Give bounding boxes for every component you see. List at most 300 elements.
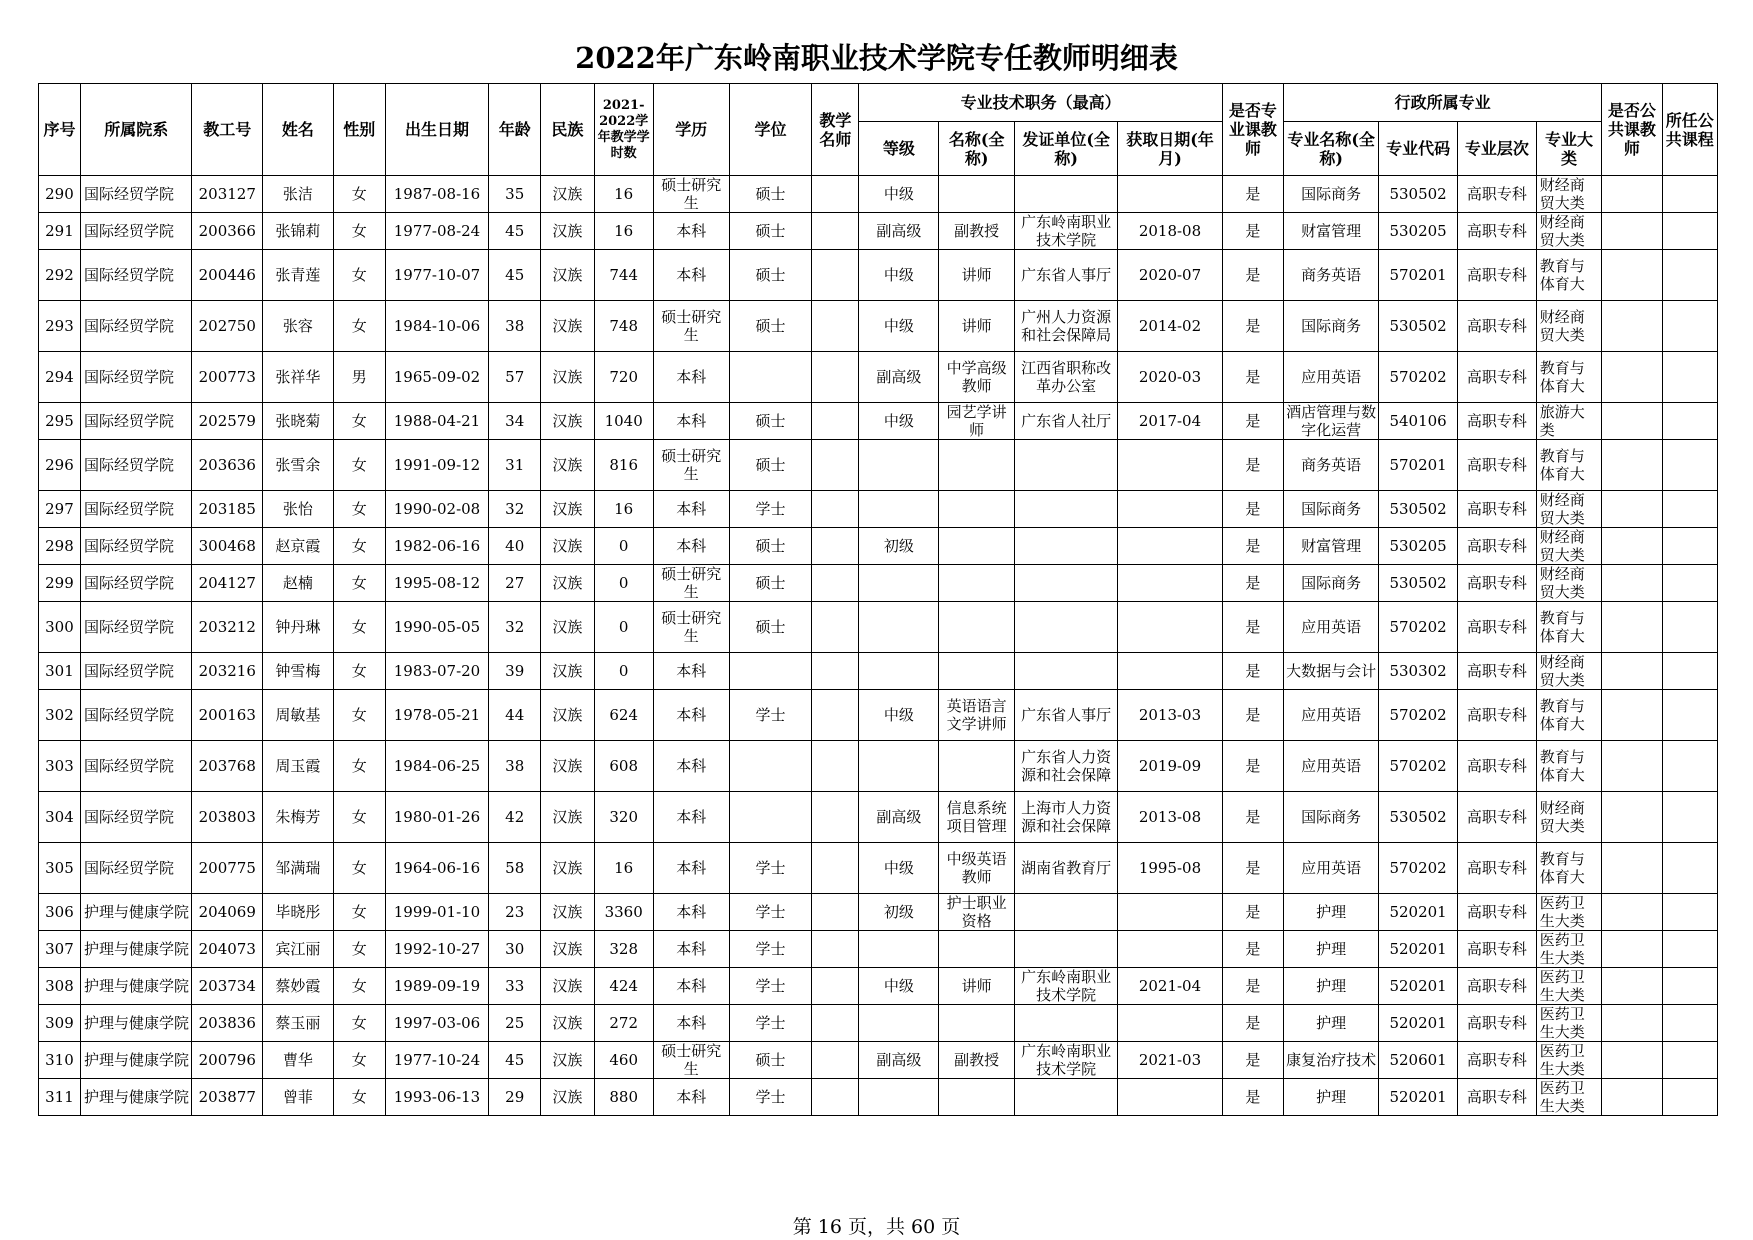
cell-education-text: 本科 xyxy=(676,706,707,724)
cell-dept xyxy=(80,690,192,741)
cell-gender: 男 xyxy=(333,352,385,403)
cell-title-name-text: 讲师 xyxy=(961,977,992,995)
cell-education xyxy=(653,1042,729,1079)
cell-is-major-teacher: 是 xyxy=(1222,792,1283,843)
cell-hours: 424 xyxy=(594,968,653,1005)
cell-education xyxy=(653,403,729,440)
cell-dept-text: 国际经贸学院 xyxy=(83,662,174,680)
cell-public-course xyxy=(1662,528,1717,565)
cell-major-name-text: 大数据与会计 xyxy=(1286,662,1377,680)
cell-issuer xyxy=(1014,690,1117,741)
cell-major-name xyxy=(1284,301,1379,352)
cell-major-code: 530205 xyxy=(1379,528,1458,565)
cell-seq: 302 xyxy=(39,690,81,741)
cell-major-level: 高职专科 xyxy=(1457,843,1536,894)
cell-birth: 1989-09-19 xyxy=(385,968,488,1005)
cell-education xyxy=(653,792,729,843)
cell-hours: 0 xyxy=(594,602,653,653)
cell-dept xyxy=(80,491,192,528)
cell-education xyxy=(653,491,729,528)
cell-is-major-teacher: 是 xyxy=(1222,565,1283,602)
cell-age: 38 xyxy=(489,741,541,792)
col-is-major-teacher: 是否专业课教师 xyxy=(1222,84,1283,176)
cell-gender: 女 xyxy=(333,250,385,301)
cell-name: 朱梅芳 xyxy=(263,792,334,843)
cell-education-text: 本科 xyxy=(676,222,707,240)
cell-name: 周敏基 xyxy=(263,690,334,741)
cell-seq: 301 xyxy=(39,653,81,690)
cell-major-name xyxy=(1284,176,1379,213)
cell-title-name xyxy=(939,1005,1015,1042)
cell-birth: 1983-07-20 xyxy=(385,653,488,690)
cell-gender: 女 xyxy=(333,741,385,792)
cell-public-course xyxy=(1662,440,1717,491)
cell-major-category-text: 教育与体育大 xyxy=(1539,359,1585,395)
cell-staff-id: 200796 xyxy=(192,1042,263,1079)
cell-gender: 女 xyxy=(333,565,385,602)
cell-dept xyxy=(80,440,192,491)
cell-issuer-text: 广州人力资源和社会保障局 xyxy=(1021,308,1112,344)
cell-ethnicity: 汉族 xyxy=(541,894,594,931)
cell-issuer xyxy=(1014,1042,1117,1079)
cell-hours: 3360 xyxy=(594,894,653,931)
cell-ethnicity: 汉族 xyxy=(541,1079,594,1116)
cell-issuer xyxy=(1014,491,1117,528)
cell-ethnicity: 汉族 xyxy=(541,602,594,653)
cell-seq: 311 xyxy=(39,1079,81,1116)
cell-title-name xyxy=(939,528,1015,565)
cell-major-level: 高职专科 xyxy=(1457,528,1536,565)
cell-hours: 0 xyxy=(594,653,653,690)
cell-famous-teacher xyxy=(812,440,859,491)
table-row xyxy=(39,792,1718,843)
cell-famous-teacher xyxy=(812,968,859,1005)
cell-famous-teacher xyxy=(812,792,859,843)
cell-issuer xyxy=(1014,301,1117,352)
cell-is-major-teacher: 是 xyxy=(1222,352,1283,403)
cell-major-category-text: 教育与体育大 xyxy=(1539,697,1585,733)
cell-issuer-text: 广东省人事厅 xyxy=(1021,266,1112,284)
table-row xyxy=(39,602,1718,653)
cell-major-category xyxy=(1536,653,1601,690)
cell-birth: 1997-03-06 xyxy=(385,1005,488,1042)
cell-staff-id: 200775 xyxy=(192,843,263,894)
cell-ethnicity: 汉族 xyxy=(541,491,594,528)
cell-seq: 303 xyxy=(39,741,81,792)
cell-major-level: 高职专科 xyxy=(1457,213,1536,250)
cell-education xyxy=(653,690,729,741)
cell-ethnicity: 汉族 xyxy=(541,301,594,352)
cell-is-public-teacher xyxy=(1602,792,1662,843)
cell-dept xyxy=(80,968,192,1005)
cell-major-category-text: 医药卫生大类 xyxy=(1539,1079,1585,1115)
cell-dept-text: 国际经贸学院 xyxy=(83,859,174,877)
cell-major-name-text: 酒店管理与数字化运营 xyxy=(1286,403,1377,439)
cell-major-name xyxy=(1284,250,1379,301)
cell-issuer xyxy=(1014,565,1117,602)
cell-age: 29 xyxy=(489,1079,541,1116)
cell-degree xyxy=(729,352,812,403)
cell-issuer xyxy=(1014,352,1117,403)
cell-is-public-teacher xyxy=(1602,250,1662,301)
cell-major-name-text: 护理 xyxy=(1316,1014,1347,1032)
cell-major-level: 高职专科 xyxy=(1457,690,1536,741)
cell-staff-id: 202750 xyxy=(192,301,263,352)
cell-public-course xyxy=(1662,213,1717,250)
cell-title-name xyxy=(939,792,1015,843)
cell-major-name-text: 应用英语 xyxy=(1301,618,1362,636)
cell-is-public-teacher xyxy=(1602,1042,1662,1079)
cell-hours: 624 xyxy=(594,690,653,741)
cell-age: 44 xyxy=(489,690,541,741)
cell-gender: 女 xyxy=(333,1005,385,1042)
cell-education xyxy=(653,931,729,968)
cell-staff-id: 203185 xyxy=(192,491,263,528)
cell-major-category-text: 财经商贸大类 xyxy=(1539,213,1585,249)
table-row xyxy=(39,528,1718,565)
cell-ethnicity: 汉族 xyxy=(541,843,594,894)
cell-is-major-teacher: 是 xyxy=(1222,653,1283,690)
cell-seq: 296 xyxy=(39,440,81,491)
cell-is-public-teacher xyxy=(1602,690,1662,741)
cell-age: 45 xyxy=(489,1042,541,1079)
cell-hours: 720 xyxy=(594,352,653,403)
cell-title-name xyxy=(939,968,1015,1005)
cell-issuer xyxy=(1014,741,1117,792)
cell-public-course xyxy=(1662,894,1717,931)
cell-staff-id: 203127 xyxy=(192,176,263,213)
cell-famous-teacher xyxy=(812,653,859,690)
cell-hours: 16 xyxy=(594,843,653,894)
cell-obtained xyxy=(1118,491,1222,528)
cell-degree: 学士 xyxy=(729,491,812,528)
cell-title-name-text: 护士职业资格 xyxy=(946,894,1007,930)
cell-major-code: 570202 xyxy=(1379,602,1458,653)
col-age: 年龄 xyxy=(489,84,541,176)
cell-major-name xyxy=(1284,968,1379,1005)
cell-hours: 744 xyxy=(594,250,653,301)
cell-title-name xyxy=(939,250,1015,301)
table-row xyxy=(39,653,1718,690)
cell-is-major-teacher: 是 xyxy=(1222,741,1283,792)
cell-is-public-teacher xyxy=(1602,352,1662,403)
cell-dept xyxy=(80,894,192,931)
cell-staff-id: 204127 xyxy=(192,565,263,602)
cell-name: 蔡妙霞 xyxy=(263,968,334,1005)
cell-famous-teacher xyxy=(812,602,859,653)
cell-major-level: 高职专科 xyxy=(1457,565,1536,602)
cell-major-name-text: 应用英语 xyxy=(1301,706,1362,724)
cell-gender: 女 xyxy=(333,894,385,931)
cell-major-name-text: 护理 xyxy=(1316,903,1347,921)
cell-gender: 女 xyxy=(333,301,385,352)
cell-major-name xyxy=(1284,1042,1379,1079)
cell-education xyxy=(653,968,729,1005)
cell-major-name-text: 财富管理 xyxy=(1301,537,1362,555)
col-title-name: 名称(全称) xyxy=(939,122,1015,176)
cell-major-name-text: 康复治疗技术 xyxy=(1286,1051,1377,1069)
cell-obtained xyxy=(1118,565,1222,602)
cell-degree: 硕士 xyxy=(729,602,812,653)
cell-public-course xyxy=(1662,176,1717,213)
cell-major-category-text: 医药卫生大类 xyxy=(1539,894,1585,930)
cell-name: 邹满瑞 xyxy=(263,843,334,894)
table-row xyxy=(39,491,1718,528)
cell-ethnicity: 汉族 xyxy=(541,1042,594,1079)
cell-is-major-teacher: 是 xyxy=(1222,602,1283,653)
cell-issuer-text: 广东省人事厅 xyxy=(1021,706,1112,724)
cell-is-major-teacher: 是 xyxy=(1222,690,1283,741)
cell-hours: 460 xyxy=(594,1042,653,1079)
cell-major-name xyxy=(1284,1005,1379,1042)
cell-major-category-text: 财经商贸大类 xyxy=(1539,176,1585,212)
cell-title-name xyxy=(939,403,1015,440)
cell-degree: 硕士 xyxy=(729,403,812,440)
cell-is-public-teacher xyxy=(1602,843,1662,894)
cell-ethnicity: 汉族 xyxy=(541,250,594,301)
cell-hours: 880 xyxy=(594,1079,653,1116)
cell-seq: 297 xyxy=(39,491,81,528)
cell-is-major-teacher: 是 xyxy=(1222,894,1283,931)
cell-public-course xyxy=(1662,301,1717,352)
cell-staff-id: 200366 xyxy=(192,213,263,250)
cell-seq: 295 xyxy=(39,403,81,440)
cell-obtained: 2018-08 xyxy=(1118,213,1222,250)
cell-degree: 硕士 xyxy=(729,440,812,491)
cell-dept xyxy=(80,1005,192,1042)
cell-major-name-text: 护理 xyxy=(1316,940,1347,958)
cell-title-name xyxy=(939,565,1015,602)
cell-education-text: 硕士研究生 xyxy=(661,308,722,344)
cell-major-name-text: 财富管理 xyxy=(1301,222,1362,240)
cell-public-course xyxy=(1662,1079,1717,1116)
cell-education-text: 硕士研究生 xyxy=(661,609,722,645)
cell-major-code: 520201 xyxy=(1379,1079,1458,1116)
cell-major-level: 高职专科 xyxy=(1457,176,1536,213)
cell-title-name xyxy=(939,1079,1015,1116)
cell-education-text: 本科 xyxy=(676,903,707,921)
cell-issuer xyxy=(1014,213,1117,250)
cell-major-category xyxy=(1536,741,1601,792)
cell-education-text: 本科 xyxy=(676,412,707,430)
col-hours: 2021-2022学年教学学时数 xyxy=(594,84,653,176)
cell-staff-id: 202579 xyxy=(192,403,263,440)
cell-major-name-text: 国际商务 xyxy=(1301,317,1362,335)
cell-age: 58 xyxy=(489,843,541,894)
cell-name: 张晓菊 xyxy=(263,403,334,440)
cell-name: 张洁 xyxy=(263,176,334,213)
cell-major-code: 530502 xyxy=(1379,792,1458,843)
cell-is-major-teacher: 是 xyxy=(1222,440,1283,491)
cell-ethnicity: 汉族 xyxy=(541,213,594,250)
cell-is-public-teacher xyxy=(1602,301,1662,352)
cell-birth: 1991-09-12 xyxy=(385,440,488,491)
cell-age: 34 xyxy=(489,403,541,440)
cell-obtained: 2019-09 xyxy=(1118,741,1222,792)
cell-public-course xyxy=(1662,931,1717,968)
cell-seq: 307 xyxy=(39,931,81,968)
cell-major-code: 530502 xyxy=(1379,301,1458,352)
cell-seq: 300 xyxy=(39,602,81,653)
cell-famous-teacher xyxy=(812,565,859,602)
cell-issuer xyxy=(1014,931,1117,968)
cell-obtained xyxy=(1118,440,1222,491)
cell-staff-id: 203836 xyxy=(192,1005,263,1042)
cell-major-name-text: 国际商务 xyxy=(1301,500,1362,518)
cell-issuer xyxy=(1014,843,1117,894)
cell-education xyxy=(653,176,729,213)
cell-major-code: 570201 xyxy=(1379,250,1458,301)
cell-hours: 16 xyxy=(594,176,653,213)
cell-education xyxy=(653,602,729,653)
cell-major-name xyxy=(1284,653,1379,690)
cell-major-code: 520201 xyxy=(1379,894,1458,931)
cell-major-level: 高职专科 xyxy=(1457,491,1536,528)
cell-dept-text: 国际经贸学院 xyxy=(83,412,174,430)
cell-major-code: 520201 xyxy=(1379,1005,1458,1042)
cell-issuer xyxy=(1014,403,1117,440)
cell-title-level xyxy=(859,741,939,792)
cell-title-name xyxy=(939,176,1015,213)
cell-major-name xyxy=(1284,792,1379,843)
cell-is-public-teacher xyxy=(1602,968,1662,1005)
cell-title-level: 中级 xyxy=(859,301,939,352)
cell-title-name-text: 中学高级教师 xyxy=(946,359,1007,395)
cell-is-public-teacher xyxy=(1602,931,1662,968)
cell-birth: 1993-06-13 xyxy=(385,1079,488,1116)
cell-title-name-text: 副教授 xyxy=(954,222,1000,240)
cell-major-code: 530502 xyxy=(1379,565,1458,602)
cell-birth: 1977-10-24 xyxy=(385,1042,488,1079)
cell-major-name-text: 护理 xyxy=(1316,1088,1347,1106)
cell-major-level: 高职专科 xyxy=(1457,602,1536,653)
cell-major-category xyxy=(1536,528,1601,565)
cell-title-level xyxy=(859,1079,939,1116)
cell-degree: 学士 xyxy=(729,1005,812,1042)
cell-title-name-text: 信息系统项目管理 xyxy=(946,799,1007,835)
cell-degree xyxy=(729,792,812,843)
col-issuer: 发证单位(全称) xyxy=(1014,122,1117,176)
cell-education-text: 本科 xyxy=(676,266,707,284)
cell-birth: 1964-06-16 xyxy=(385,843,488,894)
cell-education-text: 硕士研究生 xyxy=(661,1042,722,1078)
cell-ethnicity: 汉族 xyxy=(541,528,594,565)
cell-major-name-text: 商务英语 xyxy=(1301,266,1362,284)
table-row xyxy=(39,213,1718,250)
cell-education-text: 本科 xyxy=(676,808,707,826)
cell-issuer xyxy=(1014,968,1117,1005)
cell-education-text: 本科 xyxy=(676,500,707,518)
cell-obtained: 2013-03 xyxy=(1118,690,1222,741)
cell-hours: 816 xyxy=(594,440,653,491)
col-birth: 出生日期 xyxy=(385,84,488,176)
cell-major-code: 530502 xyxy=(1379,176,1458,213)
cell-major-code: 570202 xyxy=(1379,690,1458,741)
cell-age: 57 xyxy=(489,352,541,403)
cell-major-category xyxy=(1536,1042,1601,1079)
cell-degree: 硕士 xyxy=(729,565,812,602)
cell-title-level: 副高级 xyxy=(859,792,939,843)
cell-major-code: 520201 xyxy=(1379,968,1458,1005)
cell-title-level: 中级 xyxy=(859,968,939,1005)
table-row xyxy=(39,1005,1718,1042)
cell-hours: 0 xyxy=(594,565,653,602)
cell-gender: 女 xyxy=(333,843,385,894)
cell-major-name xyxy=(1284,403,1379,440)
cell-title-level: 中级 xyxy=(859,403,939,440)
cell-hours: 608 xyxy=(594,741,653,792)
cell-obtained xyxy=(1118,1079,1222,1116)
cell-dept xyxy=(80,250,192,301)
cell-degree: 学士 xyxy=(729,894,812,931)
table-row xyxy=(39,1079,1718,1116)
cell-birth: 1995-08-12 xyxy=(385,565,488,602)
cell-public-course xyxy=(1662,741,1717,792)
col-is-public-teacher: 是否公共课教师 xyxy=(1602,84,1662,176)
cell-gender: 女 xyxy=(333,602,385,653)
cell-obtained: 2017-04 xyxy=(1118,403,1222,440)
cell-issuer xyxy=(1014,176,1117,213)
cell-seq: 293 xyxy=(39,301,81,352)
cell-dept-text: 国际经贸学院 xyxy=(83,537,174,555)
table-row xyxy=(39,894,1718,931)
col-obtained: 获取日期(年月) xyxy=(1118,122,1222,176)
cell-title-level xyxy=(859,491,939,528)
cell-dept-text: 护理与健康学院 xyxy=(83,940,189,958)
cell-obtained: 2021-03 xyxy=(1118,1042,1222,1079)
cell-degree: 学士 xyxy=(729,931,812,968)
cell-major-category xyxy=(1536,213,1601,250)
cell-education-text: 硕士研究生 xyxy=(661,565,722,601)
cell-gender: 女 xyxy=(333,440,385,491)
cell-is-public-teacher xyxy=(1602,565,1662,602)
cell-degree xyxy=(729,653,812,690)
cell-ethnicity: 汉族 xyxy=(541,931,594,968)
cell-title-level: 初级 xyxy=(859,528,939,565)
table-row xyxy=(39,403,1718,440)
cell-obtained xyxy=(1118,1005,1222,1042)
cell-is-public-teacher xyxy=(1602,741,1662,792)
table-row xyxy=(39,352,1718,403)
cell-obtained: 2020-07 xyxy=(1118,250,1222,301)
col-public-course: 所任公共课程 xyxy=(1662,84,1717,176)
cell-dept-text: 护理与健康学院 xyxy=(83,1088,189,1106)
cell-public-course xyxy=(1662,843,1717,894)
cell-major-name xyxy=(1284,741,1379,792)
cell-major-name xyxy=(1284,843,1379,894)
cell-obtained: 2014-02 xyxy=(1118,301,1222,352)
cell-title-name xyxy=(939,352,1015,403)
cell-famous-teacher xyxy=(812,176,859,213)
cell-is-major-teacher: 是 xyxy=(1222,491,1283,528)
cell-famous-teacher xyxy=(812,250,859,301)
cell-dept xyxy=(80,301,192,352)
col-seq: 序号 xyxy=(39,84,81,176)
cell-major-category xyxy=(1536,565,1601,602)
table-row xyxy=(39,440,1718,491)
cell-gender: 女 xyxy=(333,176,385,213)
cell-education xyxy=(653,741,729,792)
cell-public-course xyxy=(1662,690,1717,741)
cell-birth: 1999-01-10 xyxy=(385,894,488,931)
col-major-level: 专业层次 xyxy=(1457,122,1536,176)
cell-title-level xyxy=(859,440,939,491)
cell-age: 32 xyxy=(489,602,541,653)
cell-degree: 硕士 xyxy=(729,213,812,250)
cell-education xyxy=(653,352,729,403)
cell-major-category xyxy=(1536,843,1601,894)
teacher-table xyxy=(38,83,1718,1116)
